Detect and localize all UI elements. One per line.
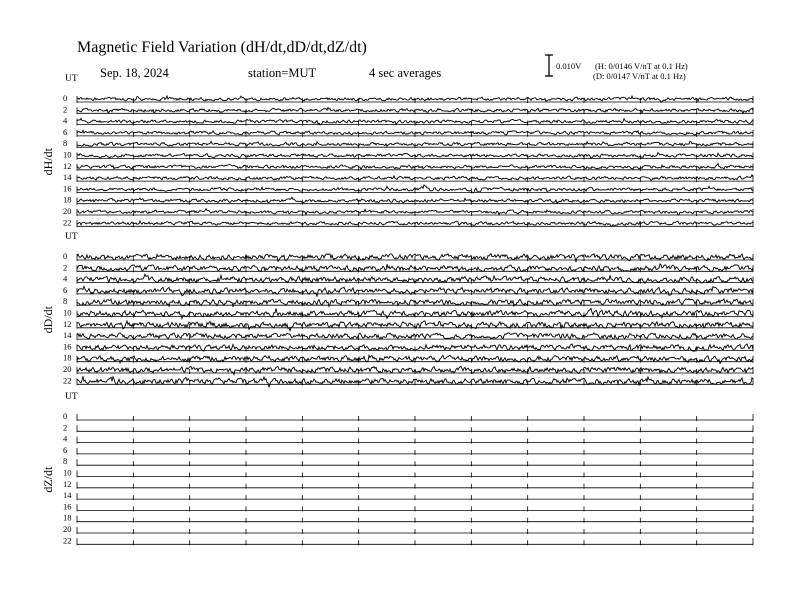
row-hour-label: 4 [63,433,68,444]
row-hour-label: 18 [63,194,72,205]
row-hour-label: 10 [63,149,72,160]
row-hour-label: 12 [63,160,72,171]
row-hour-label: 0 [63,93,68,103]
row-hour-label: 6 [63,126,68,137]
row-hour-label: 12 [63,478,72,489]
row-hour-label: 16 [63,501,72,512]
panel-dhdt [41,74,753,227]
row-hour-label: 22 [63,217,72,228]
row-hour-label: 14 [63,172,72,183]
row-hour-label: 16 [63,341,72,352]
panel-ylabel: dZ/dt [41,466,55,493]
station-label: station=MUT [248,66,317,80]
scale-amplitude-label: 0.010V [556,61,582,71]
row-hour-label: 6 [63,284,68,295]
scale-h-sensitivity: (H: 0/0146 V/nT at 0.1 Hz) [595,61,688,71]
row-hour-label: 8 [63,138,68,149]
row-hour-label: 22 [63,535,72,546]
date-label: Sep. 18, 2024 [100,66,169,80]
time-axis-label: UT [65,392,78,402]
row-hour-label: 8 [63,456,68,467]
panel-dzdt [41,392,753,545]
row-hour-label: 10 [63,307,72,318]
panel-ylabel: dH/dt [41,147,55,176]
row-hour-label: 18 [63,352,72,363]
signal-trace [77,286,753,296]
row-hour-label: 4 [63,273,68,284]
row-hour-label: 14 [63,490,72,501]
row-hour-label: 10 [63,467,72,478]
row-hour-label: 12 [63,318,72,329]
row-hour-label: 0 [63,411,68,421]
row-hour-label: 22 [63,375,72,386]
row-hour-label: 4 [63,115,68,126]
row-hour-label: 2 [63,262,68,273]
averaging-label: 4 sec averages [369,66,442,80]
row-hour-label: 6 [63,444,68,455]
row-hour-label: 0 [63,251,68,261]
chart-title: Magnetic Field Variation (dH/dt,dD/dt,dZ/dt) [77,39,367,56]
row-hour-label: 8 [63,296,68,307]
row-hour-label: 18 [63,512,72,523]
row-hour-label: 2 [63,104,68,115]
scale-d-sensitivity: (D: 0/0147 V/nT at 0.1 Hz) [593,71,686,81]
time-axis-label: UT [65,232,78,242]
panel-dddt [41,232,753,387]
row-hour-label: 14 [63,330,72,341]
time-axis-label: UT [65,74,78,84]
row-hour-label: 20 [63,524,72,534]
row-hour-label: 20 [63,206,72,216]
row-hour-label: 2 [63,422,68,433]
row-hour-label: 20 [63,364,72,374]
scale-bar [545,55,553,76]
row-hour-label: 16 [63,183,72,194]
panel-ylabel: dD/dt [41,305,55,334]
